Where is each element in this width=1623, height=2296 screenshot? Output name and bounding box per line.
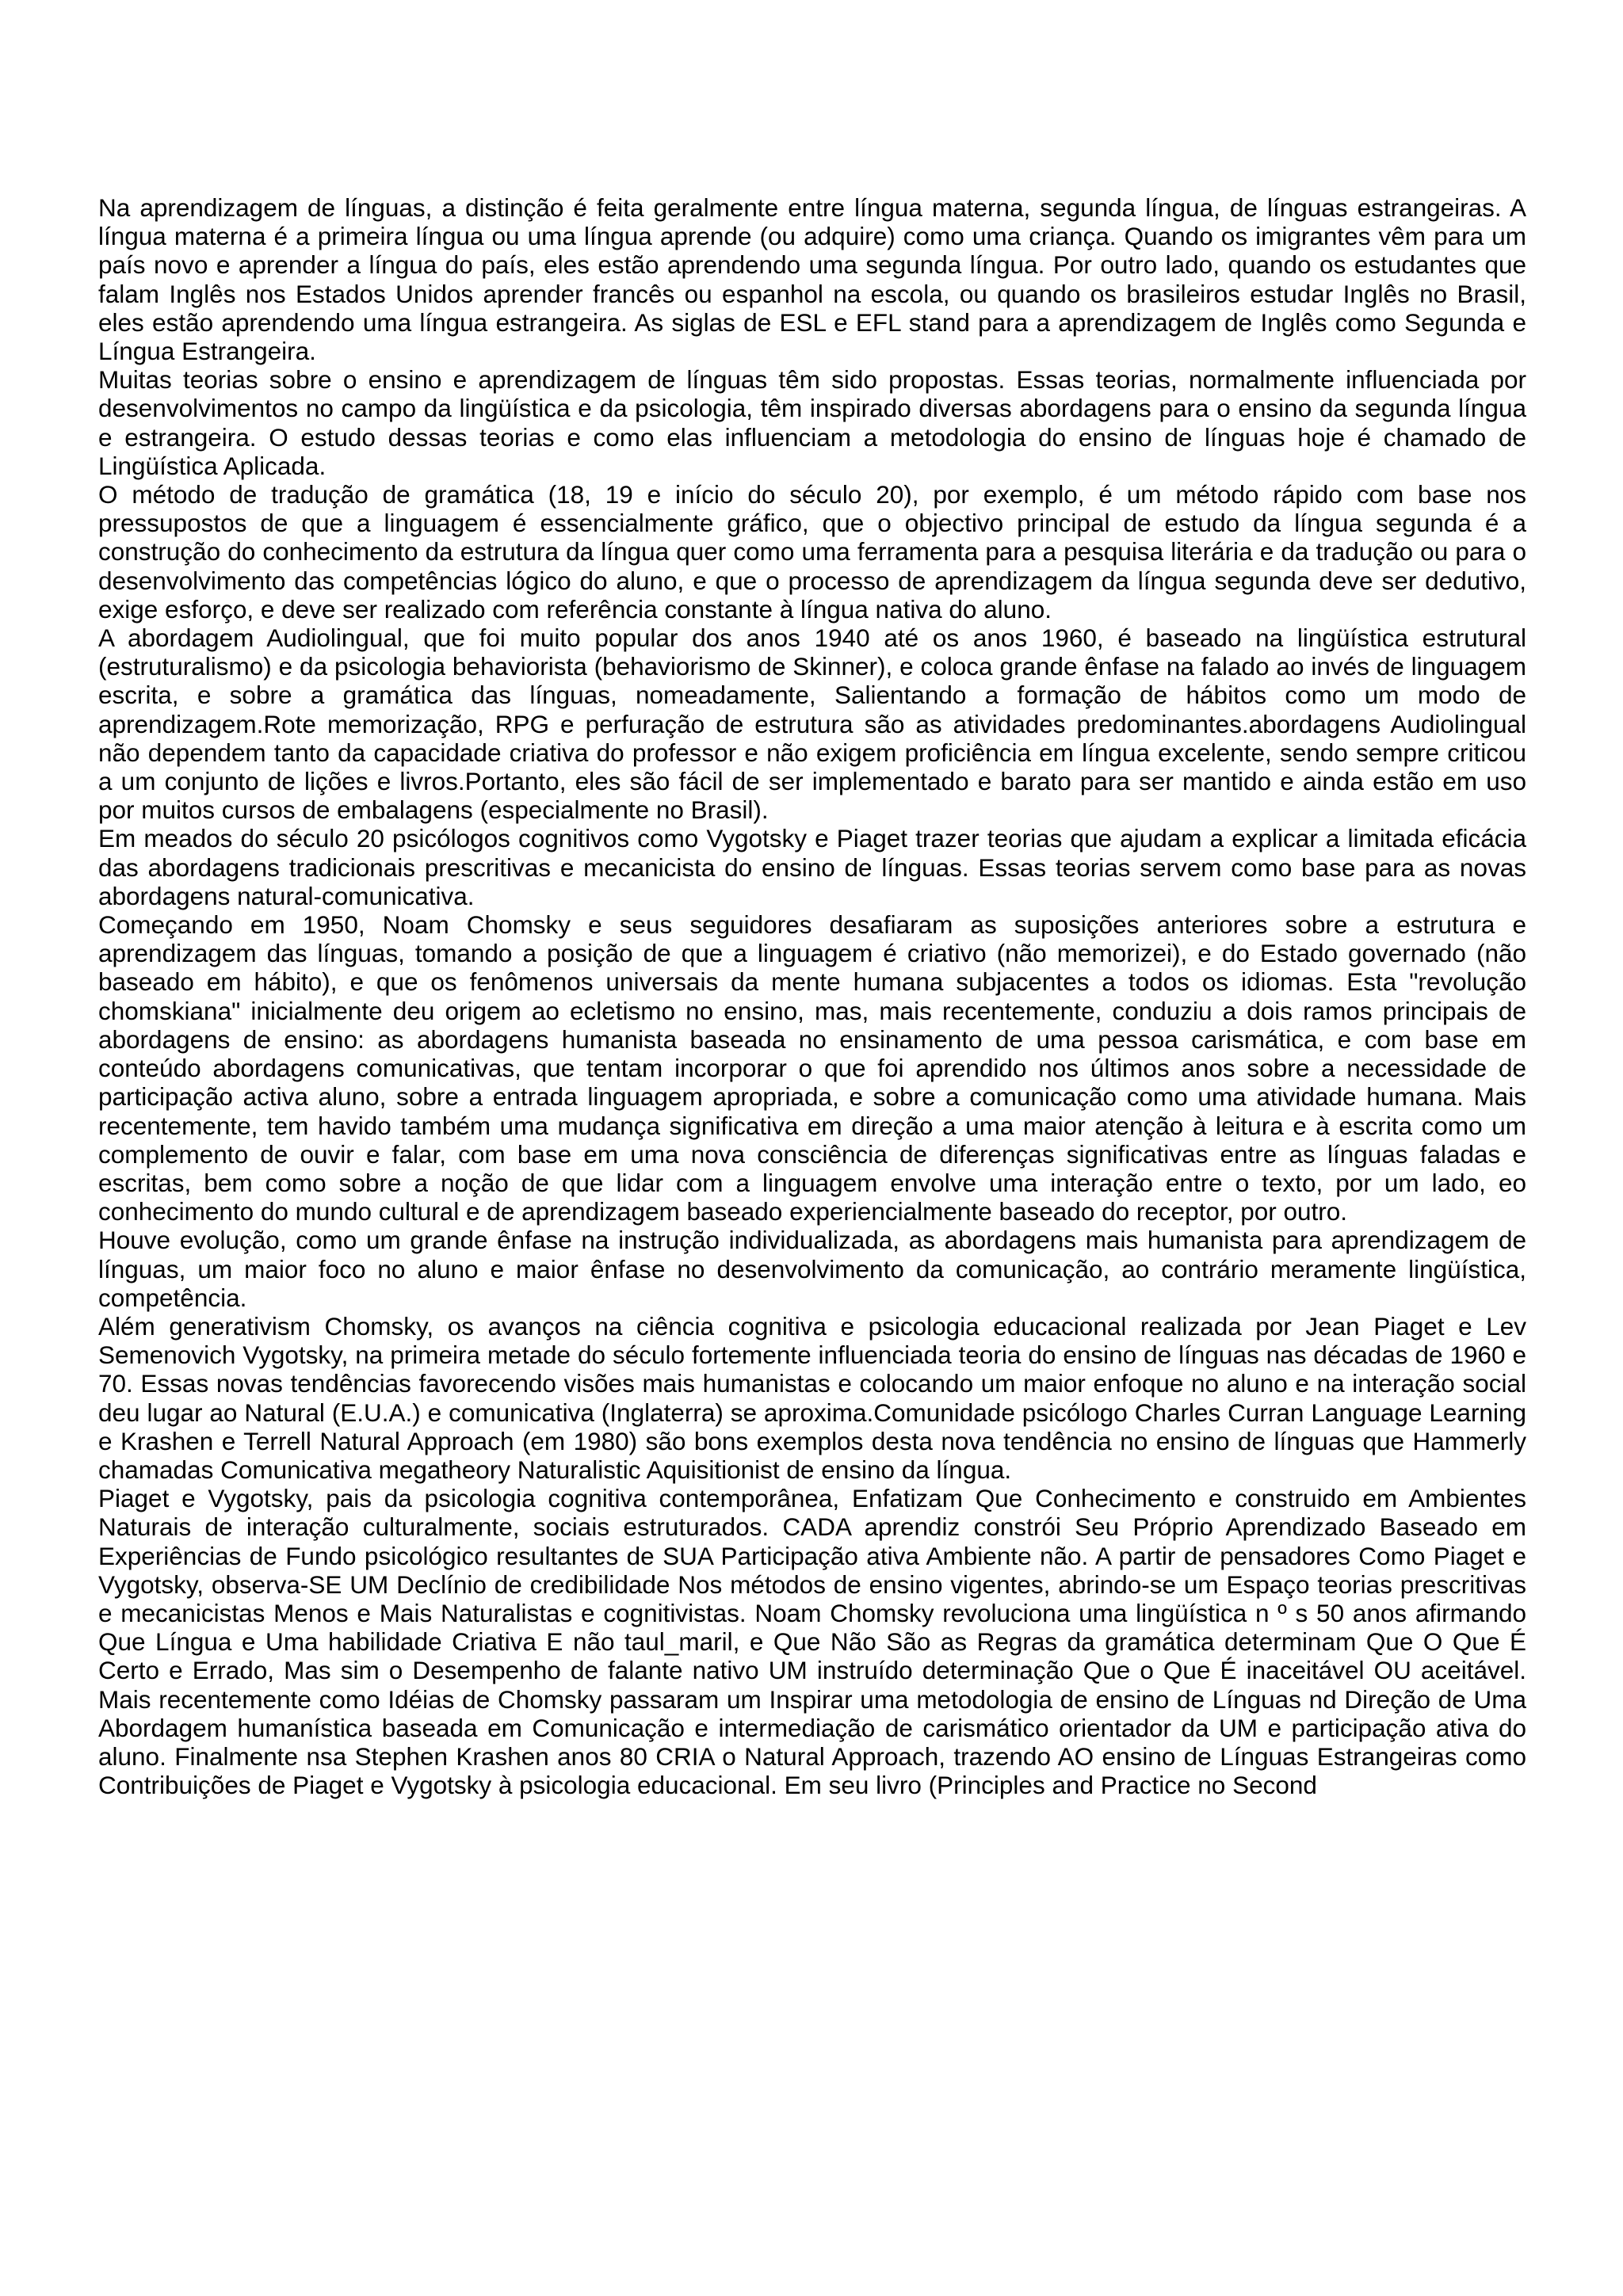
paragraph-grammar-translation: O método de tradução de gramática (18, 19 e início do século 20), por exemplo, é um método rápido com base nos pressupostos de que a linguagem é essencialmente gráfico, que o objectivo principal de estudo da língua segunda é a construção do conhecimento da estrutura da língua quer como uma ferramenta para a pesquisa literária e da tradução ou para o desenvolvimento das competências lógico do aluno, e que o processo de aprendizagem da língua segunda deve ser dedutivo, exige esforço, e deve ser realizado com referência constante à língua nativa do aluno.	[98, 480, 1526, 624]
paragraph-language-distinction: Na aprendizagem de línguas, a distinção é feita geralmente entre língua materna, segunda língua, de línguas estrangeiras. A língua materna é a primeira língua ou uma língua aprende (ou adquire) como uma criança. Quando os imigrantes vêm para um país novo e aprender a língua do país, eles estão aprendendo uma segunda língua. Por outro lado, quando os estudantes que falam Inglês nos Estados Unidos aprender francês ou espanhol na escola, ou quando os brasileiros estudar Inglês no Brasil, eles estão aprendendo uma língua estrangeira. As siglas de ESL e EFL stand para a aprendizagem de Inglês como Segunda e Língua Estrangeira.	[98, 193, 1526, 366]
paragraph-teories-overview: Muitas teorias sobre o ensino e aprendizagem de línguas têm sido propostas. Essas teorias, normalmente influenciada por desenvolvimentos no campo da lingüística e da psicologia, têm inspirado diversas abordagens para o ensino da segunda língua e estrangeira. O estudo dessas teorias e como elas influenciam a metodologia do ensino de línguas hoje é chamado de Lingüística Aplicada.	[98, 365, 1526, 480]
paragraph-chomsky-revolution: Começando em 1950, Noam Chomsky e seus seguidores desafiaram as suposições anteriores sobre a estrutura e aprendizagem das línguas, tomando a posição de que a linguagem é criativo (não memorizei), e do Estado governado (não baseado em hábito), e que os fenômenos universais da mente humana subjacentes a todos os idiomas. Esta "revolução chomskiana" inicialmente deu origem ao ecletismo no ensino, mas, mais recentemente, conduziu a dois ramos principais de abordagens de ensino: as abordagens humanista baseada no ensinamento de uma pessoa carismática, e com base em conteúdo abordagens comunicativas, que tentam incorporar o que foi aprendido nos últimos anos sobre a necessidade de participação activa aluno, sobre a entrada linguagem apropriada, e sobre a comunicação como uma atividade humana. Mais recentemente, tem havido também uma mudança significativa em direção a uma maior atenção à leitura e à escrita como um complemento de ouvir e falar, com base em uma nova consciência de diferenças significativas entre as línguas faladas e escritas, bem como sobre a noção de que lidar com a linguagem envolve uma interação entre o texto, por um lado, eo conhecimento do mundo cultural e de aprendizagem baseado experiencialmente baseado do receptor, por outro.	[98, 910, 1526, 1226]
paragraph-generativism: Além generativism Chomsky, os avanços na ciência cognitiva e psicologia educacional realizada por Jean Piaget e Lev Semenovich Vygotsky, na primeira metade do século fortemente influenciada teoria do ensino de línguas nas décadas de 1960 e 70. Essas novas tendências favorecendo visões mais humanistas e colocando um maior enfoque no aluno e na interação social deu lugar ao Natural (E.U.A.) e comunicativa (Inglaterra) se aproxima.Comunidade psicólogo Charles Curran Language Learning e Krashen e Terrell Natural Approach (em 1980) são bons exemplos desta nova tendência no ensino de línguas que Hammerly chamadas Comunicativa megatheory Naturalistic Aquisitionist de ensino da língua.	[98, 1311, 1526, 1484]
paragraph-evolution: Houve evolução, como um grande ênfase na instrução individualizada, as abordagens mais humanista para aprendizagem de línguas, um maior foco no aluno e maior ênfase no desenvolvimento da comunicação, ao contrário meramente lingüística, competência.	[98, 1226, 1526, 1312]
paragraph-audiolingual: A abordagem Audiolingual, que foi muito popular dos anos 1940 até os anos 1960, é baseado na lingüística estrutural (estruturalismo) e da psicologia behaviorista (behaviorismo de Skinner), e coloca grande ênfase na falado ao invés de linguagem escrita, e sobre a gramática das línguas, nomeadamente, Salientando a formação de hábitos como um modo de aprendizagem.Rote memorização, RPG e perfuração de estrutura são as atividades predominantes.abordagens Audiolingual não dependem tanto da capacidade criativa do professor e não exigem proficiência em língua excelente, sendo sempre criticou a um conjunto de lições e livros.Portanto, eles são fácil de ser implementado e barato para ser mantido e ainda estão em uso por muitos cursos de embalagens (especialmente no Brasil).	[98, 624, 1526, 825]
document-page	[98, 193, 1526, 1799]
paragraph-cognitive-psychologists: Em meados do século 20 psicólogos cognitivos como Vygotsky e Piaget trazer teorias que ajudam a explicar a limitada eficácia das abordagens tradicionais prescritivas e mecanicista do ensino de línguas. Essas teorias servem como base para as novas abordagens natural-comunicativa.	[98, 824, 1526, 910]
paragraph-piaget-vygotsky: Piaget e Vygotsky, pais da psicologia cognitiva contemporânea, Enfatizam Que Conhecimento e construido em Ambientes Naturais de interação culturalmente, sociais estruturados. CADA aprendiz constrói Seu Próprio Aprendizado Baseado em Experiências de Fundo psicológico resultantes de SUA Participação ativa Ambiente não. A partir de pensadores Como Piaget e Vygotsky, observa-SE UM Declínio de credibilidade Nos métodos de ensino vigentes, abrindo-se um Espaço teorias prescritivas e mecanicistas Menos e Mais Naturalistas e cognitivistas. Noam Chomsky revoluciona uma lingüística n º s 50 anos afirmando Que Língua e Uma habilidade Criativa E não taul_maril, e Que Não São as Regras da gramática determinam Que O Que É Certo e Errado, Mas sim o Desempenho de falante nativo UM instruído determinação Que o Que É inaceitável OU aceitável. Mais recentemente como Idéias de Chomsky passaram um Inspirar uma metodologia de ensino de Línguas nd Direção de Uma Abordagem humanística baseada em Comunicação e intermediação de carismático orientador da UM e participação ativa do aluno. Finalmente nsa Stephen Krashen anos 80 CRIA o Natural Approach, trazendo AO ensino de Línguas Estrangeiras como Contribuições de Piaget e Vygotsky à psicologia educacional. Em seu livro (Principles and Practice no Second	[98, 1484, 1526, 1800]
